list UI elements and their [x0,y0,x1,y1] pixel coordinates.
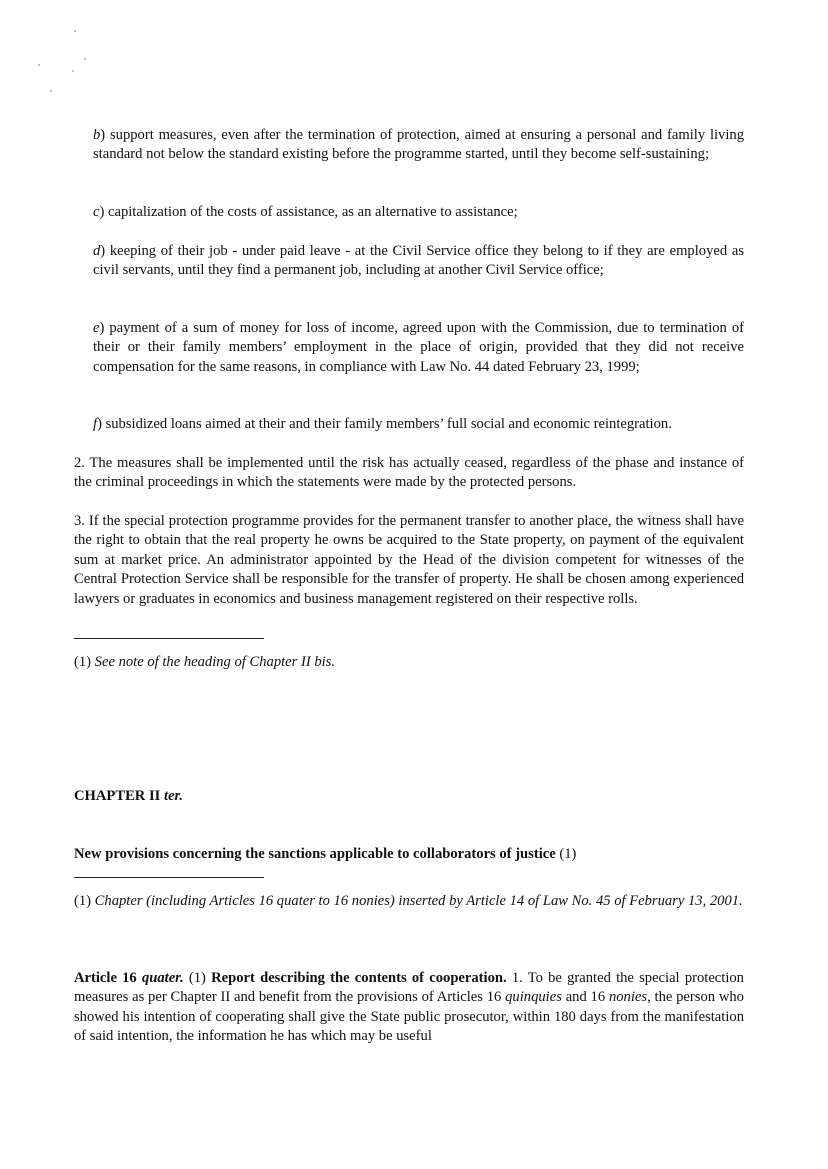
article-label: Article 16 [74,970,142,986]
list-item-letter: e [93,320,100,336]
scan-speck [74,30,76,32]
list-item-letter: d [93,243,101,259]
article-label-italic: quater. [141,970,184,986]
footnote-text: See note of the heading of Chapter II bis. [94,654,336,670]
scan-speck [84,58,86,60]
chapter-suffix: ter. [164,788,184,804]
section-heading [74,845,744,864]
list-item-text: ) payment of a sum of money for loss of income, agreed upon with the Commission, due to termination of their or their family members’ employment in the place of origin, provided that they did not receive compensation for the same reasons, in compliance with Law No. 44 dated February 23, 1999; [93,320,744,375]
list-item-b [93,126,744,165]
list-item-letter: c [93,204,100,220]
list-item-f [93,415,744,434]
chapter-title [74,787,744,806]
footnote-divider [74,877,264,878]
list-item-text: ) subsidized loans aimed at their and their family members’ full social and economic reintegration. [97,416,672,432]
paragraph-3: 3. If the special protection programme provides for the permanent transfer to another place, the witness shall have the right to obtain that the real property he owns be acquired to the State property, on payment of the equivalent sum at market price. An administrator appointed by the Head of the division competent for witnesses of the Central Protection Service shall be responsible for the transfer of property. He shall be chosen among experienced lawyers or graduates in economics and business management registered on their respective rolls. [74,513,744,607]
list-item-letter: f [93,416,98,432]
footnote-mark: (1) [74,893,95,909]
chapter-label: CHAPTER II [74,788,165,804]
article-text: , the person who showed his intention of cooperating shall give the State public prosecutor, within 180 days from the manifestation of said intention, the information he has which may be useful [74,989,744,1045]
scan-speck [72,70,74,72]
list-item-text: ) capitalization of the costs of assistance, as an alternative to assistance; [99,204,518,220]
article-16-quater [74,969,744,1047]
list-item-text: ) keeping of their job - under paid leave - at the Civil Service office they belong to if they are employed as civil servants, until they find a permanent job, including at another Civil Service office; [93,243,744,279]
footnote-divider [74,638,264,639]
article-term: quinquies [505,989,562,1006]
section-heading-mark: (1) [555,846,577,862]
list-item-letter: b [93,127,101,143]
footnote-text: Chapter (including Articles 16 quater to 16 nonies) inserted by Article 14 of Law No. 45 of February 13, 2001. [94,893,743,909]
article-text: 1. To be granted the special protection measures as per Chapter II and benefit from the provisions of Articles 16 [74,970,744,1006]
list-item-c [93,203,744,222]
footnote-1 [74,653,744,672]
article-term: nonies [608,989,648,1006]
footnote-2 [74,892,744,911]
scan-speck [50,90,52,92]
scan-speck [38,64,40,66]
list-item-text: ) support measures, even after the termination of protection, aimed at ensuring a personal and family living standard not below the standard existing before the programme started, until they become self-sustaining; [93,127,744,163]
section-heading-text: New provisions concerning the sanctions applicable to collaborators of justice [74,846,556,862]
list-item-d [93,242,744,281]
footnote-mark: (1) [74,654,95,670]
article-text: and 16 [561,989,609,1006]
article-title: Report describing the contents of cooperation. [211,970,507,986]
list-item-e [93,319,744,377]
paragraph-2: 2. The measures shall be implemented until the risk has actually ceased, regardless of the phase and instance of the criminal proceedings in which the statements were made by the protected persons. [74,455,744,491]
article-mark: (1) [183,970,212,986]
